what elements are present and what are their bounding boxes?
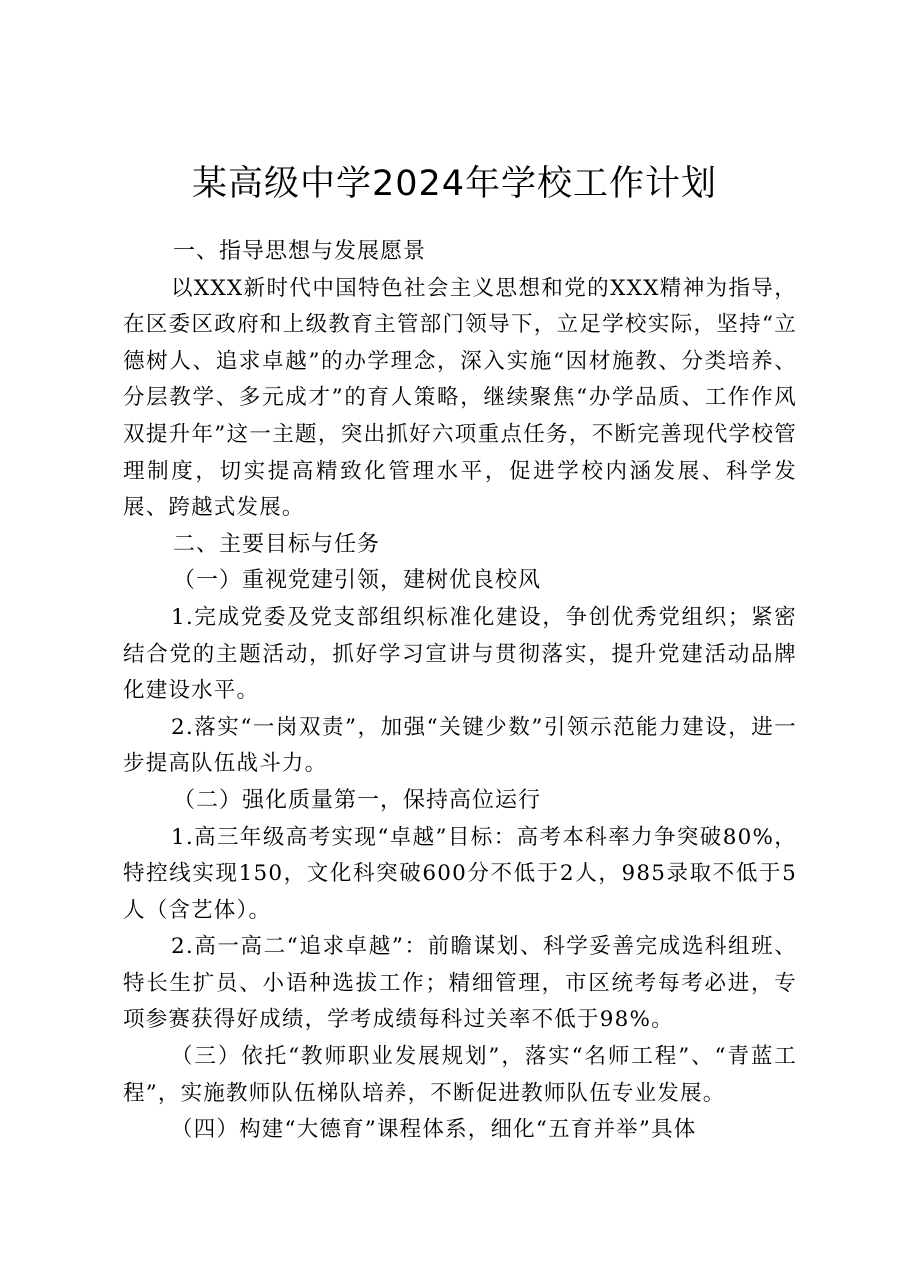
- paragraph-party-building-2: 2.落实“一岗双责”，加强“关键少数”引领示范能力建设，进一步提高队伍战斗力。: [123, 714, 797, 777]
- document-title: 某高级中学2024年学校工作计划: [191, 164, 718, 204]
- paragraph-teacher-development: （三）依托“教师职业发展规划”，落实“名师工程”、“青蓝工程”，实施教师队伍梯队培养，不断促进教师队伍专业发展。: [123, 1044, 797, 1106]
- section-heading-goals-tasks: 二、主要目标与任务: [173, 531, 381, 557]
- paragraph-quality-first-2: 2.高一高二“追求卓越”：前瞻谋划、科学妥善完成选科组班、特长生扩员、小语种选拔工作；精细管理，市区统考每考必进，专项参赛获得好成绩，学考成绩每科过关率不低于98%。: [123, 934, 797, 1033]
- document-body: [123, 234, 797, 1149]
- subsection-heading-quality-first: （二）强化质量第一，保持高位运行: [173, 787, 542, 813]
- paragraph-moral-education: （四）构建“大德育”课程体系，细化“五育并举”具体: [171, 1117, 697, 1143]
- paragraph-quality-first-1: 1.高三年级高考实现“卓越”目标：高考本科率力争突破80%，特控线实现150，文化科突破600分不低于2人，985录取不低于5人（含艺体）。: [123, 824, 797, 923]
- paragraph-guiding-ideology: 以XXX新时代中国特色社会主义思想和党的XXX精神为指导，在区委区政府和上级教育主管部门领导下，立足学校实际，坚持“立德树人、追求卓越”的办学理念，深入实施“因材施教、分类培养、分层教学、多元成才”的育人策略，继续聚焦“办学品质、工作作风双提升年”这一主题，突出抓好六项重点任务，不断完善现代学校管理制度，切实提高精致化管理水平，促进学校内涵发展、科学发展、跨越式发展。: [123, 275, 797, 521]
- section-heading-guiding-ideology: 一、指导思想与发展愿景: [173, 239, 427, 264]
- subsection-heading-party-building: （一）重视党建引领，建树优良校风: [173, 568, 542, 594]
- paragraph-party-building-1: 1.完成党委及党支部组织标准化建设，争创优秀党组织；紧密结合党的主题活动，抓好学习宣讲与贯彻落实，提升党建活动品牌化建设水平。: [123, 604, 797, 704]
